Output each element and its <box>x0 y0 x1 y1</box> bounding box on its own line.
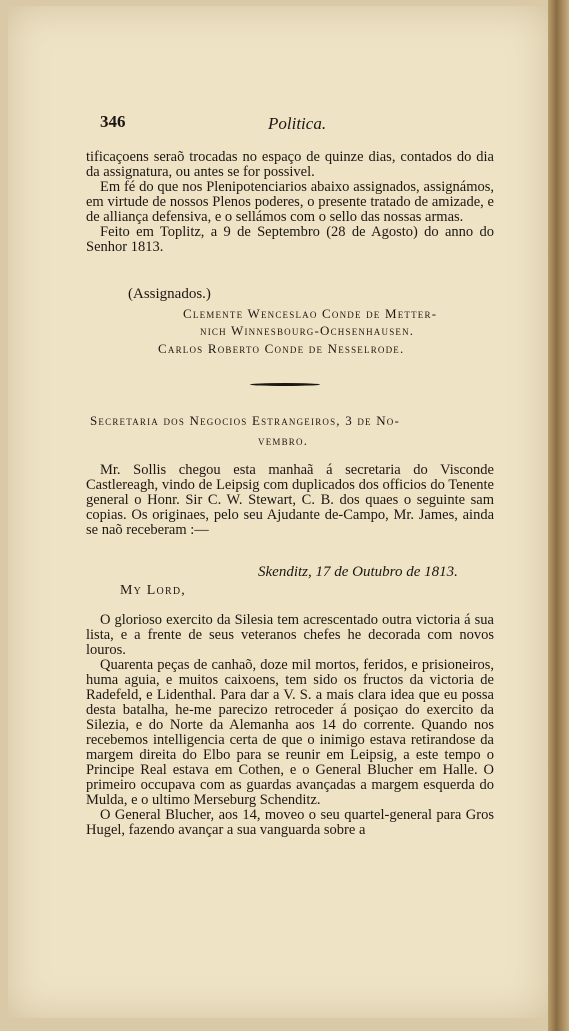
letter-body <box>86 613 494 838</box>
page-header <box>100 112 500 136</box>
dateline-place: Skenditz, <box>258 564 312 580</box>
treaty-paragraph: tificaçoens seraõ trocadas no espaço de quinze dias, contados do dia da assignatura, ou antes se for possivel. <box>86 149 494 180</box>
treaty-closing <box>86 150 494 255</box>
signed-label: (Assignados.) <box>128 286 211 302</box>
signatory-1: Clemente Wenceslao Conde de Metter- <box>183 306 438 321</box>
section-intro <box>86 463 494 538</box>
treaty-paragraph: Feito em Toplitz, a 9 de Septembro (28 de Agosto) do anno do Senhor 1813. <box>86 224 494 255</box>
letter-paragraph: Quarenta peças de canhaõ, doze mil mortos, feridos, e prisioneiros, huma aguia, e muitos caixoens, tem sido os fructos da victoria de Radefeld, e Lidenthal. Para dar a V. S. a mais clara idea que eu possa desta batalha, he-me parecizo retroceder á posiçao do exercito da Silezia, e do Norte da Alemanha aos 14 do corrente. Quando nos recebemos intelligencia certa de que o inimigo estava retirandose da margem direita do Elbo para se reunir em Leipsig, a este tempo o Principe Real estava em Cothen, e o General Blucher em Halle. O primeiro occupava com as guardas avançadas a margem esquerda do Mulda, e o ultimo Merseburg Schenditz. <box>86 657 494 808</box>
intro-paragraph: Mr. Sollis chegou esta manhaã á secretaria do Visconde Castlereagh, vindo de Leipsig com duplicados dos officios do Tenente general o Honr. Sir C. W. Stewart, C. B. dos quaes o seguinte sam copias. Os originaes, pelo seu Ajudante de-Campo, Mr. James, ainda se naõ receberam :— <box>86 462 494 538</box>
letter-paragraph: O General Blucher, aos 14, moveo o seu quartel-general para Gros Hugel, fazendo avançar a sua vanguarda sobre a <box>86 807 494 838</box>
signatory-1-cont: nich Winnesbourg-Ochsenhausen. <box>200 323 415 338</box>
section-divider <box>250 383 320 386</box>
salutation: My Lord, <box>120 583 186 598</box>
dateline <box>258 564 458 581</box>
signatory-2: Carlos Roberto Conde de Nesselrode. <box>158 341 405 356</box>
letter-paragraph: O glorioso exercito da Silesia tem acrescentado outra victoria á sua lista, e a frente de seus veteranos chefes he decorada com novos louros. <box>86 612 494 658</box>
book-edge <box>548 0 569 1031</box>
treaty-paragraph: Em fé do que nos Plenipotenciarios abaixo assignados, assignámos, em virtude de nossos Plenos poderes, o presente tratado de amizade, e de alliança defensiva, e o sellámos com o sello das nossas armas. <box>86 179 494 225</box>
running-head: Politica. <box>268 114 327 133</box>
section-heading-cont: vembro. <box>258 433 309 448</box>
dateline-date: 17 de Outubro de 1813. <box>315 564 458 580</box>
section-heading: Secretaria dos Negocios Estrangeiros, 3 de No- <box>90 413 401 428</box>
page-number: 346 <box>100 112 126 131</box>
